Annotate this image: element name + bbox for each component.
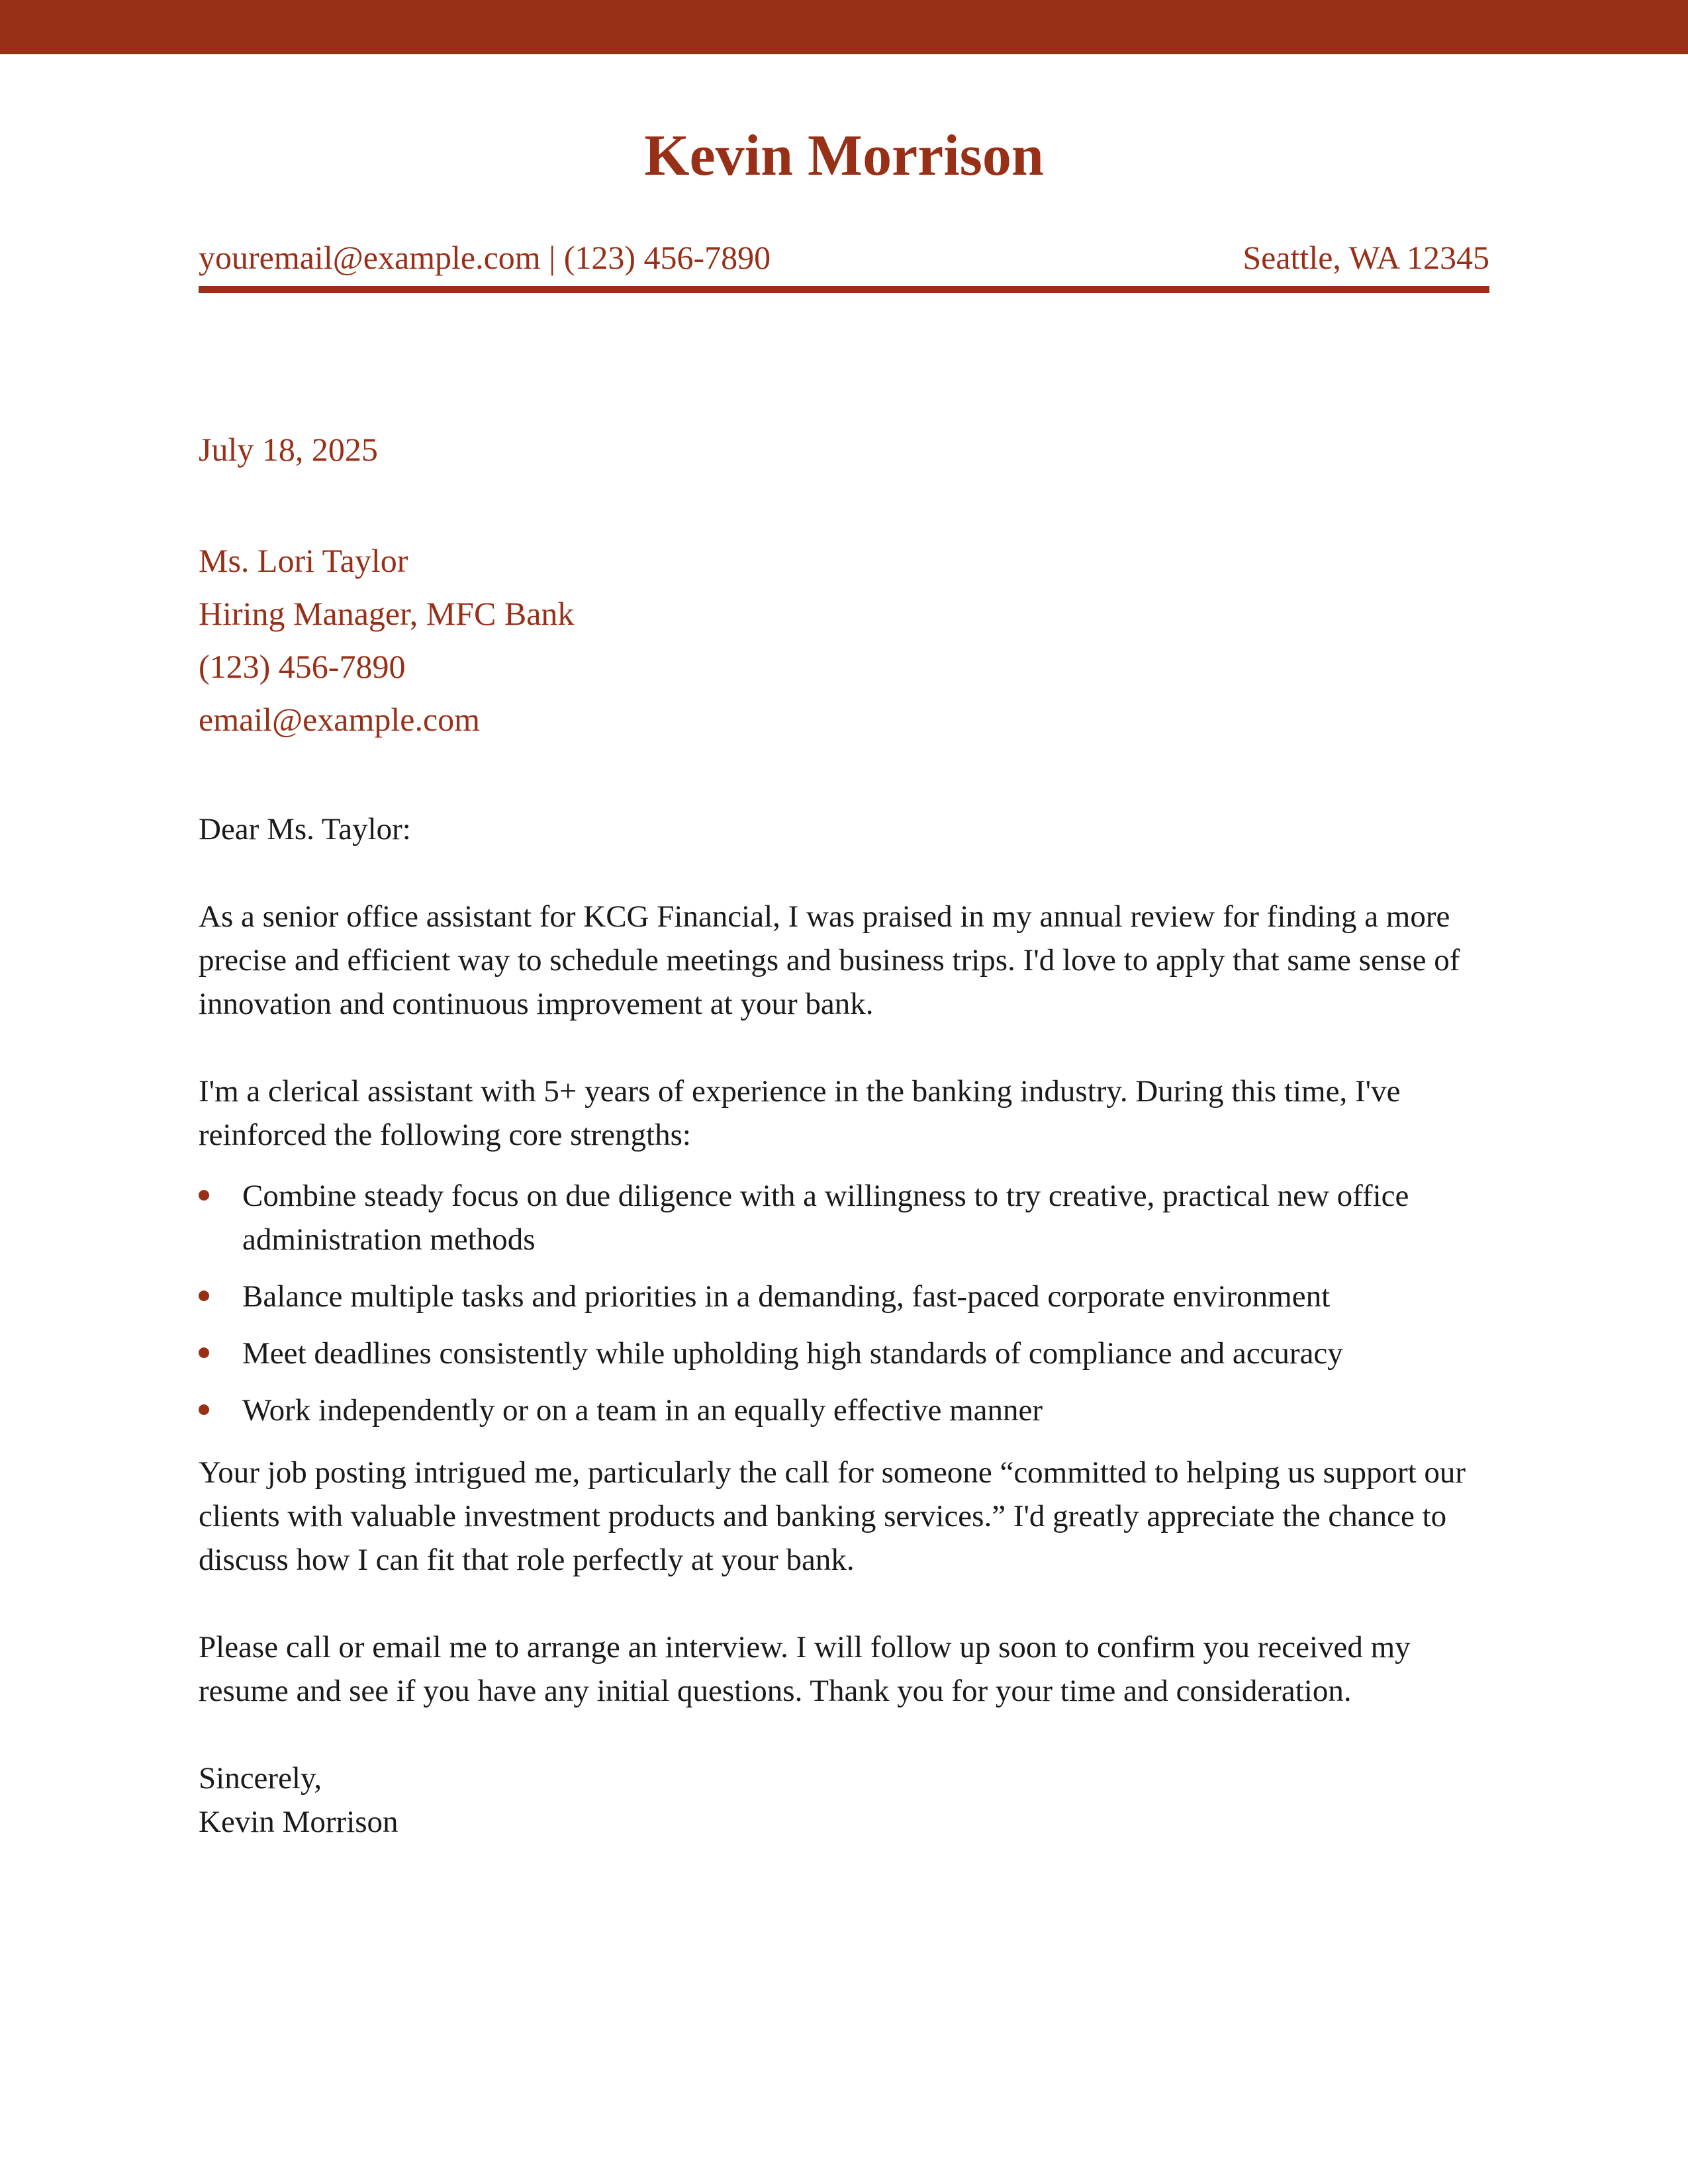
paragraph: Please call or email me to arrange an interview. I will follow up soon to confirm you received my resume and see if you have any initial questions. Thank you for your time and consideration.	[199, 1630, 1411, 1708]
list-item	[199, 1388, 1496, 1432]
paragraph: I'm a clerical assistant with 5+ years of experience in the banking industry. During this time, I've reinforced the following core strengths:	[199, 1074, 1401, 1152]
sender-location: Seattle, WA 12345	[1243, 239, 1489, 276]
bullet-icon	[199, 1190, 209, 1201]
list-item	[199, 1332, 1496, 1375]
list-item-text: Work independently or on a team in an equally effective manner	[242, 1393, 1043, 1428]
top-accent-bar	[0, 0, 1688, 54]
list-item-text: Balance multiple tasks and priorities in a demanding, fast-paced corporate environment	[242, 1279, 1331, 1314]
list-item	[199, 1275, 1496, 1318]
contact-row	[199, 238, 1489, 278]
header-divider	[199, 286, 1489, 293]
recipient-name: Ms. Lori Taylor	[199, 542, 408, 579]
recipient-block	[199, 539, 574, 751]
signature: Kevin Morrison	[199, 1805, 399, 1839]
list-item-text: Meet deadlines consistently while upholding high standards of compliance and accuracy	[242, 1336, 1343, 1371]
bullet-icon	[199, 1291, 209, 1301]
closing: Sincerely,	[199, 1761, 322, 1796]
recipient-title: Hiring Manager, MFC Bank	[199, 595, 575, 632]
list-item-text: Combine steady focus on due diligence with a willingness to try creative, practical new office administration methods	[242, 1179, 1409, 1257]
letter-date: July 18, 2025	[199, 431, 378, 468]
letter-body	[199, 807, 1496, 1844]
list-item	[199, 1174, 1496, 1261]
bullet-icon	[199, 1404, 209, 1415]
strengths-list	[199, 1174, 1496, 1432]
sender-name: Kevin Morrison	[644, 124, 1044, 188]
bullet-icon	[199, 1347, 209, 1358]
recipient-email: email@example.com	[199, 701, 481, 738]
paragraph: Your job posting intrigued me, particularly the call for someone “committed to helping us support our clients with valuable investment products and banking services.” I'd greatly appreciate the chance to discuss how I can fit that role perfectly at your bank.	[199, 1455, 1466, 1577]
paragraph: As a senior office assistant for KCG Financial, I was praised in my annual review for finding a more precise and efficient way to schedule meetings and business trips. I'd love to apply that same sense of innovation and continuous improvement at your bank.	[199, 899, 1460, 1021]
sender-contact: youremail@example.com | (123) 456-7890	[199, 239, 771, 276]
salutation: Dear Ms. Taylor:	[199, 812, 411, 846]
recipient-phone: (123) 456-7890	[199, 648, 406, 685]
